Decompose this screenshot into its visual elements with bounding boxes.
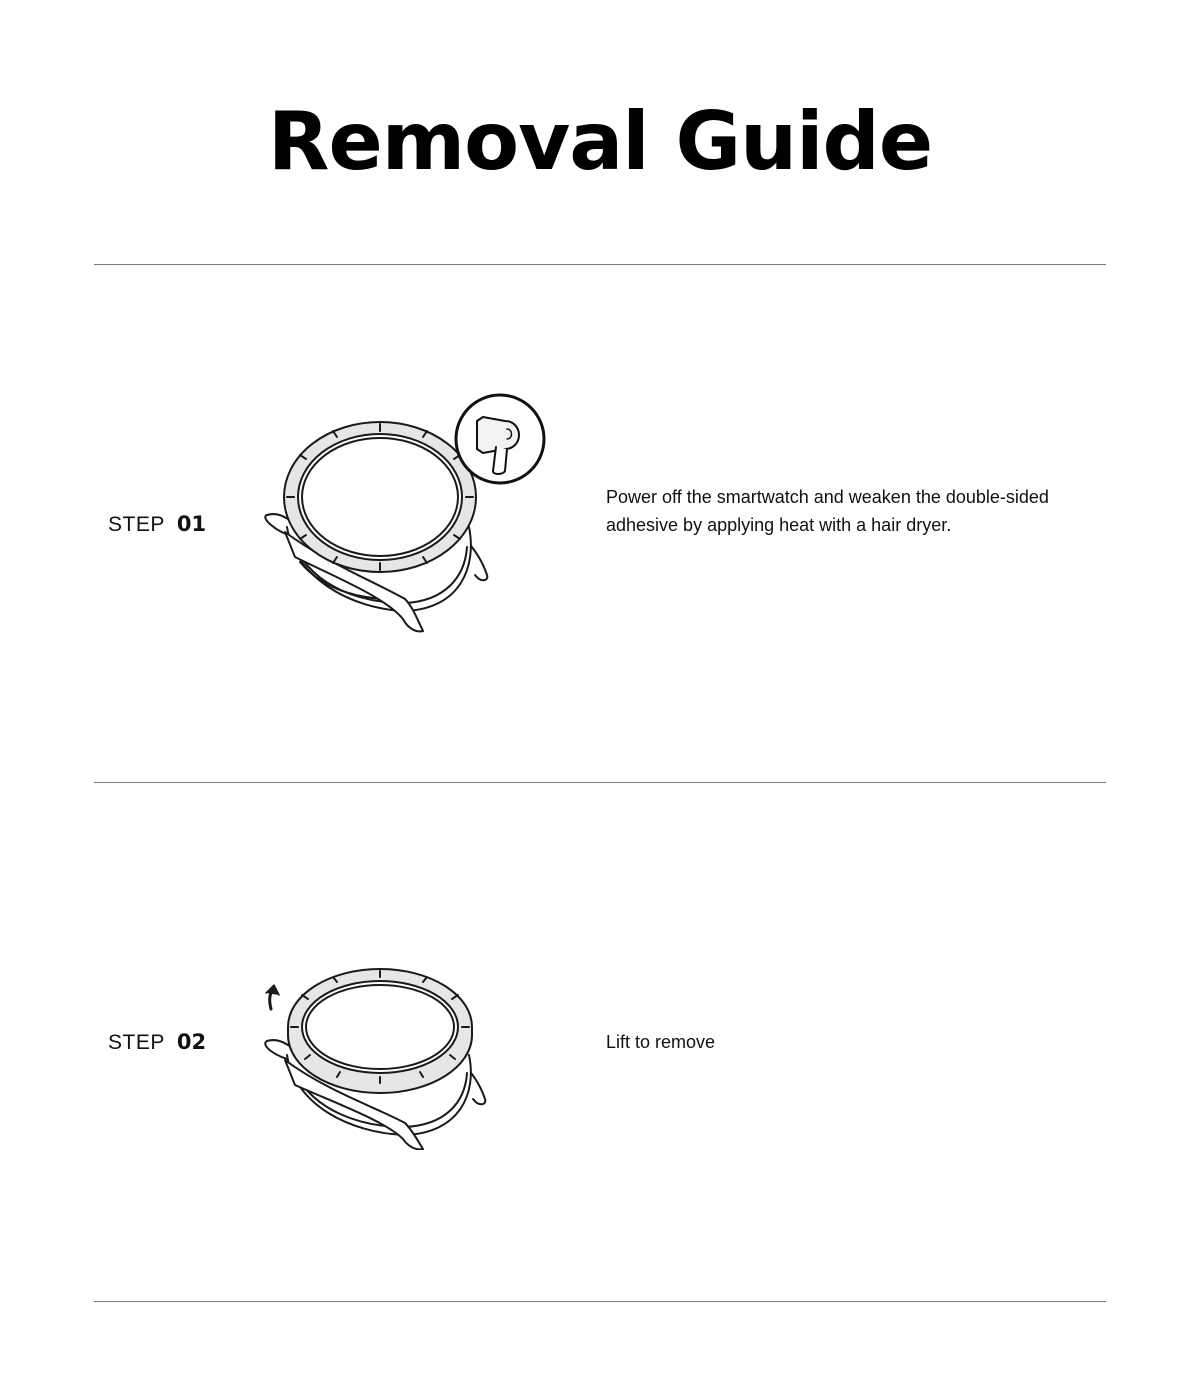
step-02-word: STEP bbox=[108, 1031, 165, 1054]
step-01-word: STEP bbox=[108, 513, 165, 536]
step-01-label bbox=[108, 511, 206, 538]
step-02-illustration bbox=[255, 965, 505, 1150]
step-01-number: 01 bbox=[176, 512, 207, 536]
watch-bezel-lift-illustration bbox=[255, 965, 505, 1150]
step-01 bbox=[0, 265, 1200, 783]
step-02 bbox=[0, 783, 1200, 1301]
step-02-number: 02 bbox=[176, 1030, 207, 1054]
page-title: Removal Guide bbox=[267, 95, 933, 188]
step-01-instruction: Power off the smartwatch and weaken the double-sided adhesive by applying heat with a hair dryer. bbox=[606, 487, 1049, 535]
step-02-instruction: Lift to remove bbox=[606, 1032, 716, 1052]
divider-bottom bbox=[94, 1301, 1106, 1302]
step-02-label bbox=[108, 1029, 206, 1056]
step-01-illustration bbox=[255, 387, 555, 637]
watch-with-hair-dryer-illustration bbox=[255, 387, 555, 637]
